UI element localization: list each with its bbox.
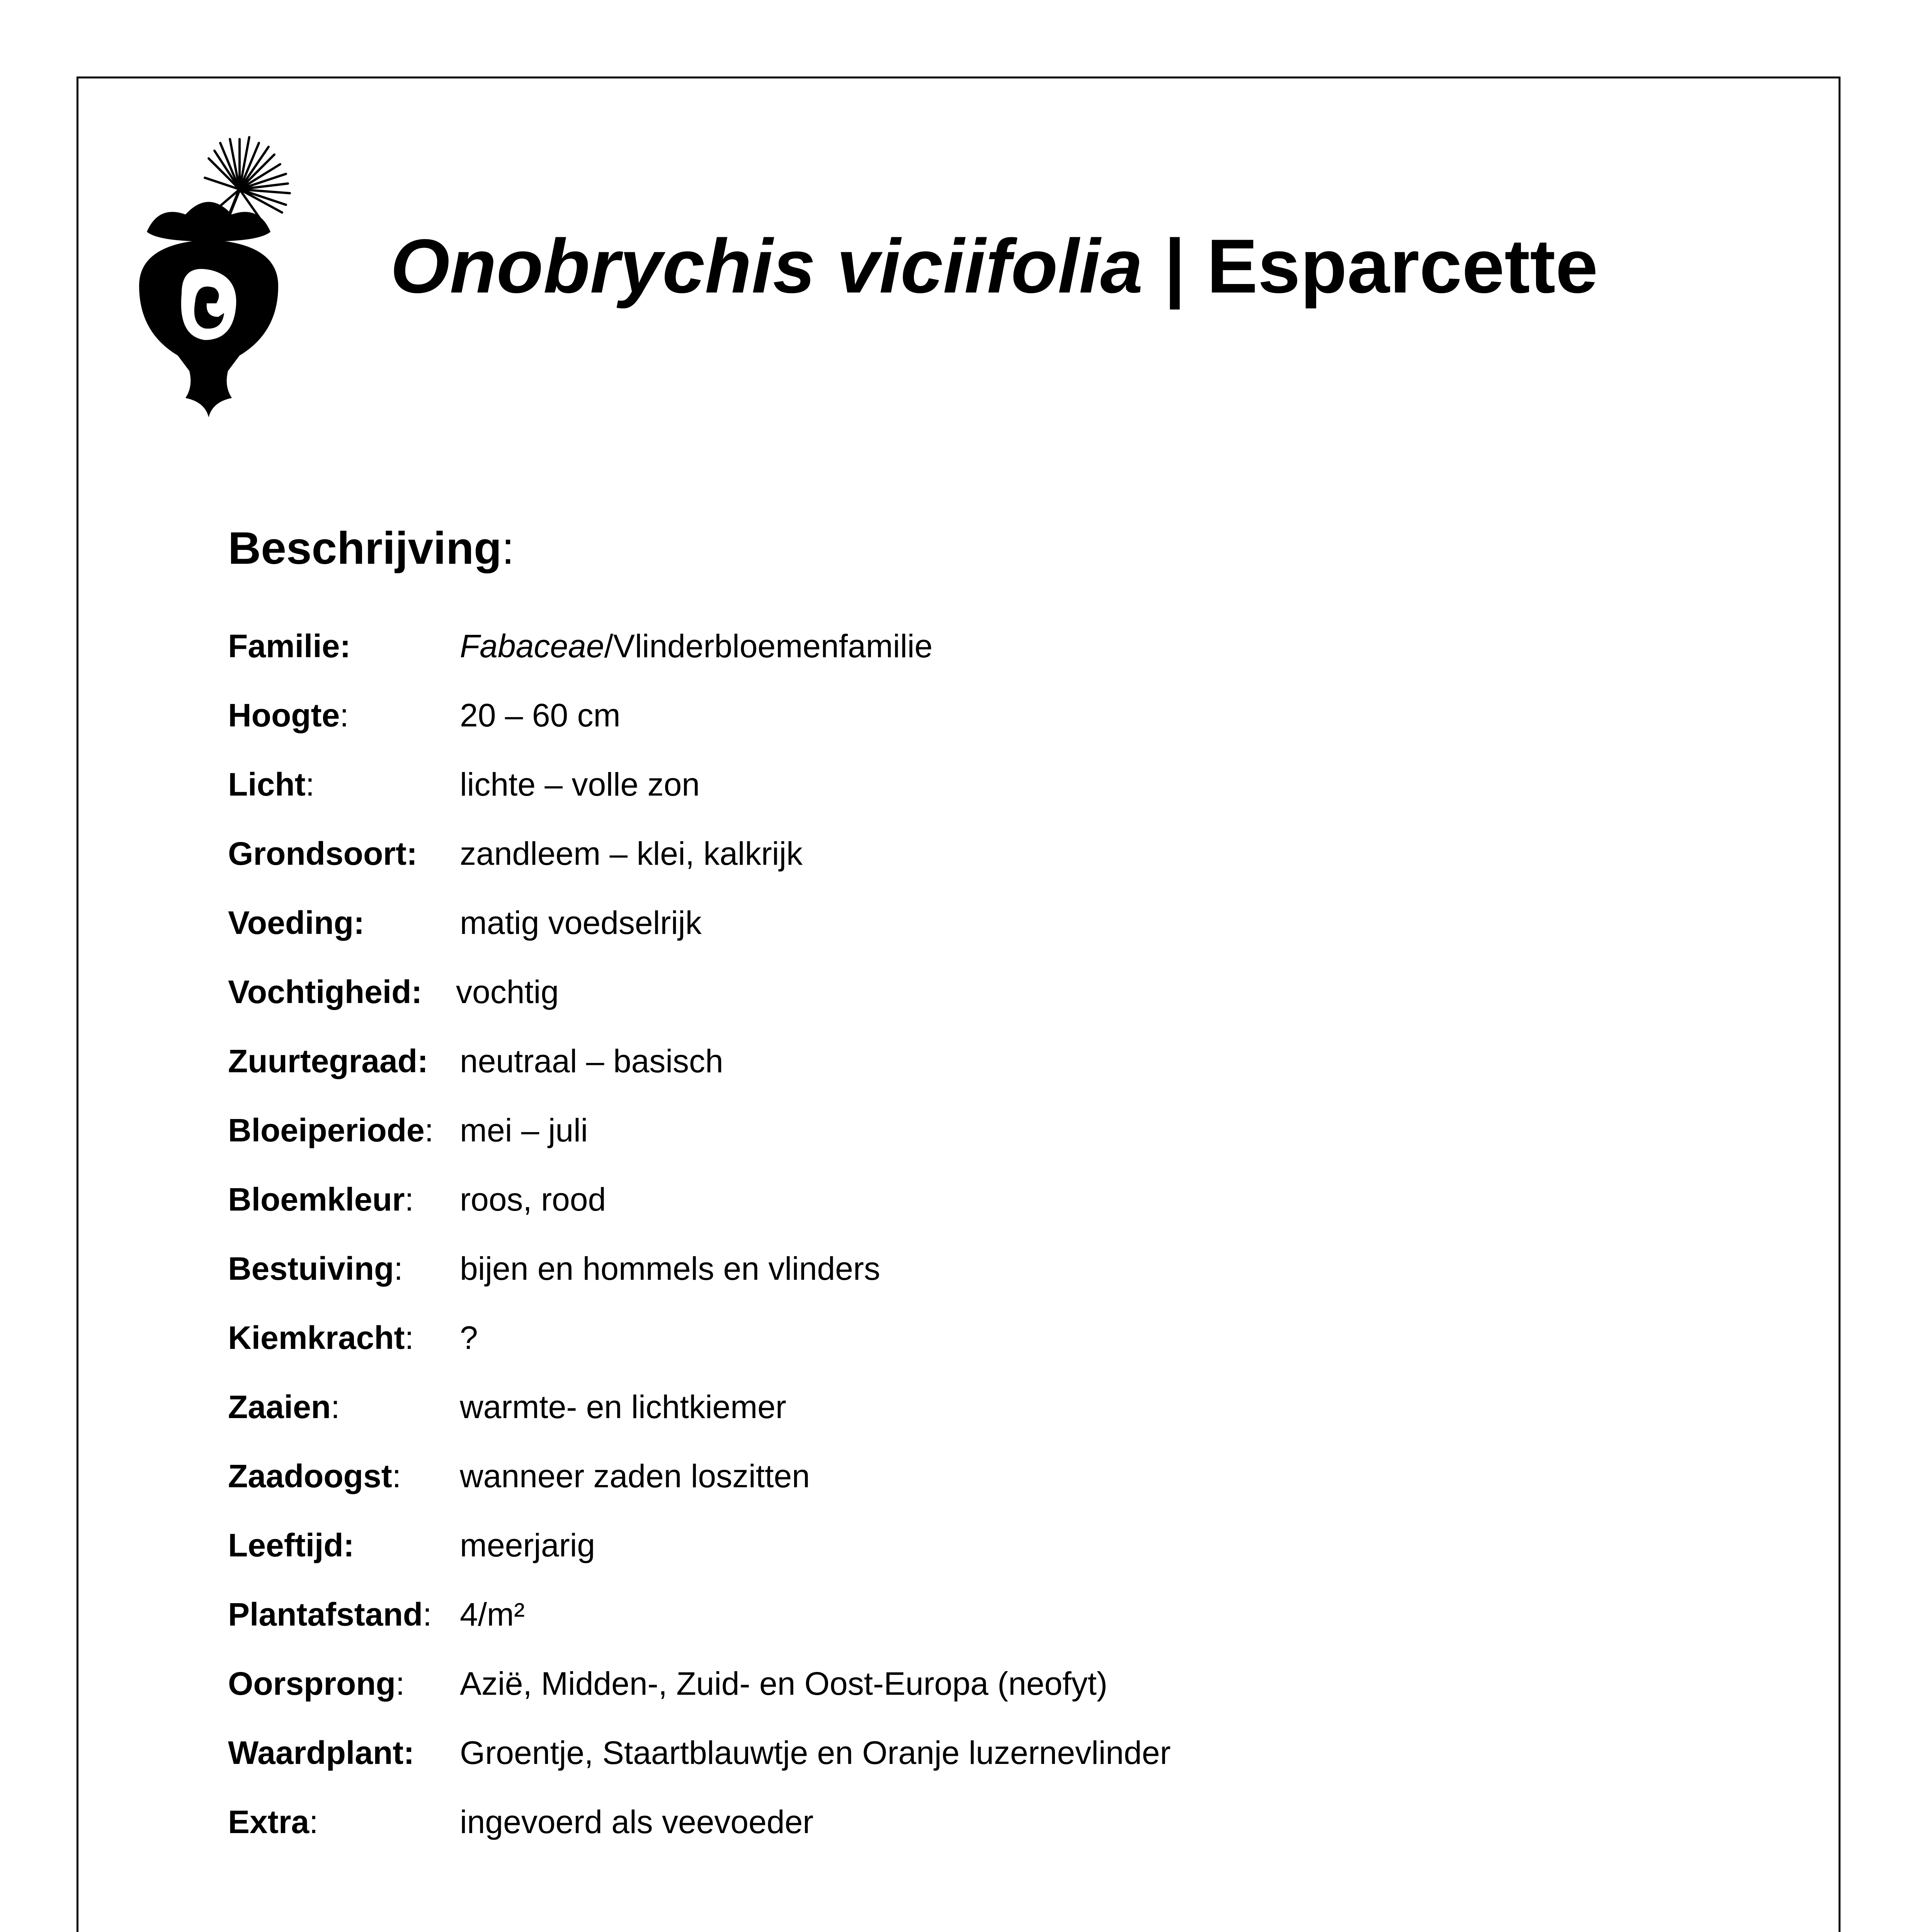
property-label: Grondsoort: bbox=[228, 835, 417, 872]
section-heading-text: Beschrijving bbox=[228, 523, 502, 574]
property-value: Groentje, Staartblauwtje en Oranje luzernevlinder bbox=[460, 1735, 1171, 1771]
property-value: Azië, Midden-, Zuid- en Oost-Europa (neofyt) bbox=[460, 1665, 1108, 1702]
property-label: Bestuiving: bbox=[228, 1250, 403, 1287]
property-value: warmte- en lichtkiemer bbox=[460, 1389, 786, 1425]
property-label: Waardplant: bbox=[228, 1735, 415, 1771]
property-label: Zaaien: bbox=[228, 1389, 340, 1425]
property-row-oorsprong bbox=[228, 1667, 1658, 1736]
property-value: mei – juli bbox=[460, 1112, 588, 1148]
section-heading bbox=[228, 523, 515, 574]
property-row-bestuiving bbox=[228, 1252, 1658, 1321]
species-name: Onobrychis viciifolia bbox=[390, 223, 1143, 309]
property-value: lichte – volle zon bbox=[460, 766, 700, 803]
property-label: Kiemkracht: bbox=[228, 1320, 414, 1356]
property-value: matig voedselrijk bbox=[460, 905, 702, 941]
property-row-bloemkleur bbox=[228, 1183, 1658, 1252]
property-row-waardplant bbox=[228, 1736, 1658, 1806]
section-heading-colon: : bbox=[502, 523, 515, 574]
page-title bbox=[390, 223, 1598, 309]
property-label: Extra: bbox=[228, 1804, 318, 1840]
property-label: Familie: bbox=[228, 628, 351, 664]
property-row-voeding bbox=[228, 906, 1658, 976]
property-row-zuurtegraad bbox=[228, 1045, 1658, 1114]
property-value: zandleem – klei, kalkrijk bbox=[460, 835, 803, 872]
property-row-bloeiperiode bbox=[228, 1114, 1658, 1183]
property-value: 20 – 60 cm bbox=[460, 697, 621, 733]
property-label: Licht: bbox=[228, 766, 315, 803]
property-value: Fabaceae/Vlinderbloemenfamilie bbox=[460, 628, 933, 664]
property-row-familie bbox=[228, 630, 1658, 699]
property-row-zaadoogst bbox=[228, 1460, 1658, 1529]
property-value: ingevoerd als veevoeder bbox=[460, 1804, 814, 1840]
property-row-licht bbox=[228, 768, 1658, 837]
property-value: meerjarig bbox=[460, 1527, 595, 1563]
property-value: bijen en hommels en vlinders bbox=[460, 1250, 880, 1287]
poppy-capsule-logo-icon bbox=[124, 131, 294, 417]
property-value: 4/m² bbox=[460, 1596, 525, 1633]
property-list bbox=[228, 630, 1658, 1875]
property-row-grondsoort bbox=[228, 837, 1658, 906]
property-value: roos, rood bbox=[460, 1181, 606, 1218]
property-row-kiemkracht bbox=[228, 1321, 1658, 1391]
property-label: Leeftijd: bbox=[228, 1527, 354, 1563]
property-label: Vochtigheid: bbox=[228, 974, 422, 1010]
property-label: Hoogte: bbox=[228, 697, 349, 733]
property-label: Zaadoogst: bbox=[228, 1458, 401, 1494]
property-row-plantafstand bbox=[228, 1598, 1658, 1667]
property-label: Bloeiperiode: bbox=[228, 1112, 434, 1148]
property-value: wanneer zaden loszitten bbox=[460, 1458, 810, 1494]
property-label: Oorsprong: bbox=[228, 1665, 405, 1702]
property-row-zaaien bbox=[228, 1391, 1658, 1460]
property-value: neutraal – basisch bbox=[460, 1043, 723, 1079]
property-row-extra bbox=[228, 1806, 1658, 1875]
property-row-hoogte bbox=[228, 699, 1658, 768]
property-row-leeftijd bbox=[228, 1529, 1658, 1598]
property-value: ? bbox=[460, 1320, 478, 1356]
property-label: Voeding: bbox=[228, 905, 365, 941]
property-label: Plantafstand: bbox=[228, 1596, 432, 1633]
title-separator: | bbox=[1143, 223, 1207, 309]
common-name: Esparcette bbox=[1206, 223, 1598, 309]
property-row-vochtigheid bbox=[228, 976, 1658, 1045]
property-value: vochtig bbox=[456, 974, 559, 1010]
property-label: Zuurtegraad: bbox=[228, 1043, 429, 1079]
property-label: Bloemkleur: bbox=[228, 1181, 414, 1218]
